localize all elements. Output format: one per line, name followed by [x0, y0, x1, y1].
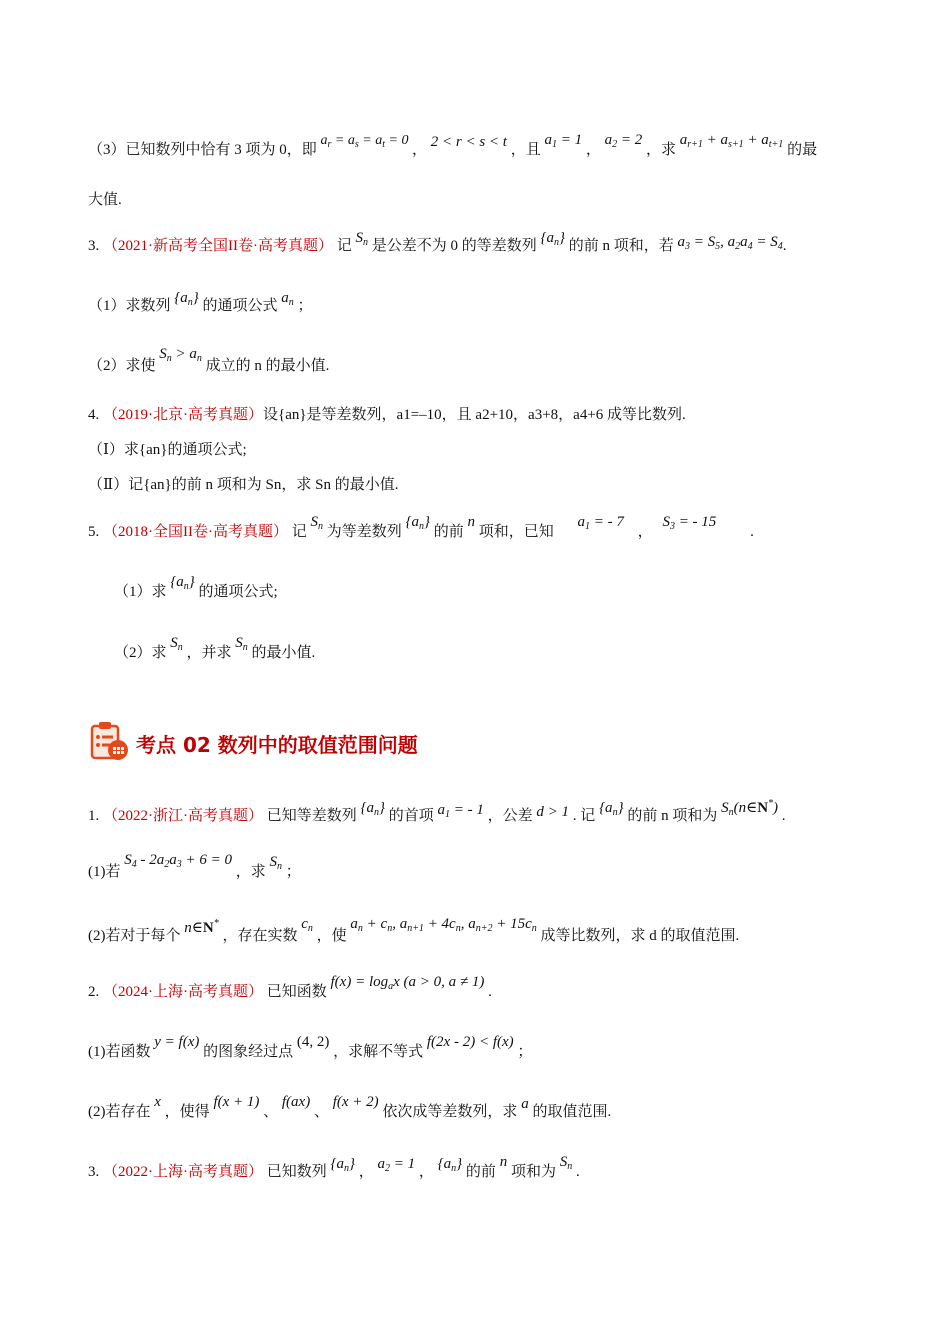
text: ，公差: [487, 808, 533, 824]
text: ，使: [316, 928, 347, 944]
text: 项和为: [510, 1164, 556, 1180]
problem-number: 4.: [88, 407, 100, 423]
text: 的前 n 项和，若: [568, 238, 674, 254]
formula: $a_2 = 1$: [377, 1156, 416, 1174]
intro-line-2: 大值.: [88, 192, 122, 208]
formula: x: [154, 1094, 161, 1110]
formula: $\{a_n\}$: [174, 290, 199, 308]
text: ，: [418, 1164, 434, 1180]
text: ，: [637, 524, 653, 540]
text: （2）求: [114, 645, 167, 661]
problem-source: （2022·上海·高考真题）: [103, 1164, 263, 1180]
text: （2）求使: [88, 358, 156, 374]
text: . 记: [572, 808, 596, 824]
text: .: [575, 1164, 580, 1180]
text: ，: [585, 142, 601, 158]
intro-line-1: [88, 132, 818, 165]
text: 的通项公式: [202, 298, 278, 314]
text: ，且: [510, 142, 541, 158]
text: （3）已知数列中恰有 3 项为 0，即: [88, 142, 317, 158]
problem-3-q2: [88, 346, 330, 381]
formula: $\{a_n\}$: [405, 514, 431, 532]
problem-2-q1: [88, 1034, 533, 1062]
problem-3-2022: [88, 1154, 580, 1187]
problem-source: （2019·北京·高考真题）: [103, 407, 263, 423]
text: ，: [411, 142, 427, 158]
problem-3-2021: 3. （2021·新高考全国II卷·高考真题） 记 $S_n$ 是公差不为 0 的等差数列 $\{a_n\}$ 的前 n 项和，若 $a_3 = S_5$, $a_2a_4 = S_4$.: [88, 230, 787, 254]
problem-1-q1: [88, 852, 301, 887]
formula: $f(x) = \log_ax$ (a > 0, a ≠ 1): [330, 974, 485, 992]
formula: $S_4 - 2a_2a_3 + 6 = 0$: [124, 852, 232, 870]
text: (1)若函数: [88, 1044, 151, 1060]
problem-4-2019: [88, 405, 686, 425]
problem-number: 1.: [88, 808, 100, 824]
text: ，使得: [164, 1104, 210, 1120]
problem-source: （2021·新高考全国II卷·高考真题）: [103, 238, 333, 254]
text: 记: [291, 524, 307, 540]
formula: $a_n + c_n$, $a_{n+1} + 4c_n$, $a_{n+2} + 15c_n$: [350, 916, 537, 934]
section-title: 考点 02 数列中的取值范围问题: [136, 732, 418, 757]
text: 的前 n 项和为: [627, 808, 718, 824]
text: .: [781, 808, 786, 824]
text: 为等差数列: [326, 524, 402, 540]
clipboard-icon: [88, 720, 130, 767]
formula: $a_1 = 1$: [544, 132, 586, 150]
problem-source: （2022·浙江·高考真题）: [103, 808, 263, 824]
text: 设{an}是等差数列，a1=–10，且 a2+10，a3+8，a4+6 成等比数列.: [263, 407, 686, 423]
text: (2)若存在: [88, 1104, 151, 1120]
text: ，求解不等式: [333, 1044, 424, 1060]
formula: a: [521, 1096, 529, 1112]
formula: $S_n(n\in N^*)$: [721, 798, 779, 818]
problem-5-q2: [114, 635, 316, 668]
formula: $S_3$ = - 15: [662, 514, 717, 532]
text: (1)若: [88, 864, 121, 880]
text: ；: [297, 298, 313, 314]
formula: $S_n$: [170, 635, 183, 653]
text: ，: [358, 1164, 374, 1180]
formula: $S_n$: [235, 635, 248, 653]
formula: $a_2 = 2$: [604, 132, 646, 150]
formula: $a_n$: [281, 290, 294, 308]
text: 记: [336, 238, 352, 254]
formula: $a_1$ = - 7: [577, 514, 624, 532]
formula: $a_3 = S_5$, $a_2a_4 = S_4$: [677, 234, 783, 252]
text: ，求: [645, 142, 676, 158]
formula: $\{a_n\}$: [330, 1156, 356, 1174]
text: 的取值范围.: [532, 1104, 612, 1120]
text: 项和，已知: [478, 524, 554, 540]
formula: 2 < r < s < t: [430, 134, 511, 150]
formula: $\{a_n\}$: [599, 800, 624, 818]
formula: f(x + 2): [332, 1094, 379, 1110]
problem-3-q1: [88, 290, 313, 321]
text: ，并求: [186, 645, 232, 661]
text: ；: [285, 864, 301, 880]
text: 、: [313, 1104, 329, 1120]
formula: d > 1: [536, 804, 570, 820]
problem-number: 3.: [88, 238, 100, 254]
text: (2)若对于每个: [88, 928, 181, 944]
text: 依次成等差数列，求: [382, 1104, 518, 1120]
text: 、: [263, 1104, 279, 1120]
formula: n: [499, 1154, 508, 1170]
formula: $\{a_n\}$: [360, 800, 386, 818]
formula: $\{a_n\}$: [540, 230, 566, 248]
text: 成等比数列，求 d 的取值范围.: [540, 928, 740, 944]
problem-2-2024: [88, 974, 492, 1007]
formula: f(ax): [281, 1094, 311, 1110]
section-header: [88, 722, 418, 764]
formula: n∈N*: [184, 918, 219, 936]
formula: $a_1$ = - 1: [437, 802, 484, 820]
text: .: [750, 524, 754, 540]
problem-4-q2: （Ⅱ）记{an}的前 n 项和为 Sn，求 Sn 的最小值.: [88, 477, 399, 493]
formula: f(x + 1): [213, 1094, 260, 1110]
text: 已知数列: [266, 1164, 327, 1180]
formula: $S_n > a_n$: [159, 346, 202, 364]
formula: n: [467, 514, 476, 530]
formula: $S_n$: [355, 230, 368, 248]
text: ，求: [235, 864, 266, 880]
formula: y = f(x): [154, 1034, 200, 1050]
problem-number: 2.: [88, 984, 100, 1000]
formula: f(2x - 2) < f(x): [426, 1034, 514, 1050]
text: .: [488, 984, 492, 1000]
formula: $c_n$: [301, 916, 313, 934]
formula: $\{a_n\}$: [437, 1156, 463, 1174]
text: 成立的 n 的最小值.: [205, 358, 330, 374]
text: 的图象经过点: [203, 1044, 294, 1060]
text: 已知函数: [266, 984, 327, 1000]
text: 的首项: [388, 808, 434, 824]
problem-5-2018: [88, 514, 754, 547]
problem-1-q2: [88, 916, 740, 951]
text: 的前: [465, 1164, 496, 1180]
text: ，存在实数: [222, 928, 298, 944]
problem-number: 5.: [88, 524, 100, 540]
text: 的前: [433, 524, 464, 540]
formula: $S_n$: [269, 854, 283, 872]
problem-4-q1: （Ⅰ）求{an}的通项公式;: [88, 442, 247, 458]
text: 的通项公式;: [198, 584, 278, 600]
problem-5-q1: [114, 574, 278, 607]
problem-1-2022: [88, 798, 786, 831]
formula: $\{a_n\}$: [170, 574, 195, 592]
formula: (4, 2): [296, 1034, 330, 1050]
text: ；: [517, 1044, 533, 1060]
problem-number: 3.: [88, 1164, 100, 1180]
formula: $S_n$: [310, 514, 323, 532]
problem-source: （2018·全国II卷·高考真题）: [103, 524, 288, 540]
formula: $a_r = a_s = a_t = 0$: [320, 133, 412, 150]
problem-source: （2024·上海·高考真题）: [103, 984, 263, 1000]
text: 的最小值.: [251, 645, 316, 661]
formula: $a_{r+1} + a_{s+1} + a_{t+1}$: [679, 132, 784, 150]
text: 已知等差数列: [266, 808, 357, 824]
text: 是公差不为 0 的等差数列: [371, 238, 537, 254]
problem-2-q2: [88, 1094, 612, 1122]
text: （1）求数列: [88, 298, 171, 314]
formula: $S_n$: [559, 1154, 573, 1172]
text: 的最: [787, 142, 818, 158]
text: （1）求: [114, 584, 167, 600]
